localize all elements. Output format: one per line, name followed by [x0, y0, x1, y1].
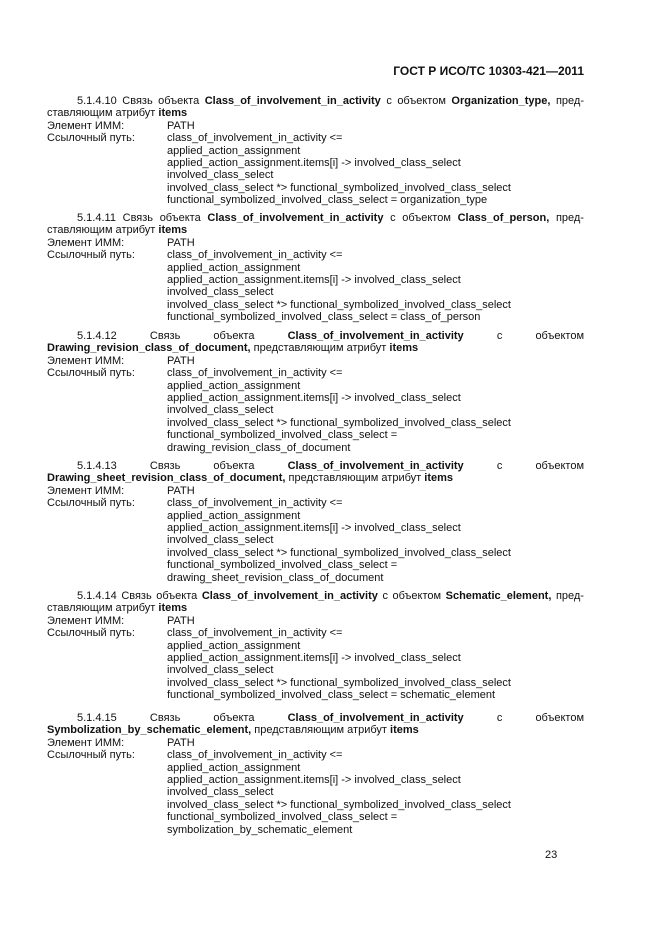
imm-row: [47, 615, 584, 627]
reference-path-row: [47, 132, 584, 206]
clause-pre-text: Связь объекта: [122, 95, 200, 107]
clause-number: 5.1.4.11: [77, 212, 116, 224]
clause-target-name: Symbolization_by_schematic_element,: [47, 724, 252, 737]
clause-target-name: Drawing_sheet_revision_class_of_document,: [47, 472, 286, 485]
path-line: class_of_involvement_in_activity <=: [167, 627, 343, 640]
path-line: applied_action_assignment.items[i] -> involved_class_select: [167, 652, 461, 665]
clause-mid-text: с объектом: [496, 330, 585, 342]
path-line: involved_class_select: [167, 534, 274, 547]
path-line: applied_action_assignment: [167, 509, 301, 522]
clause-attribute-name: items: [158, 602, 188, 615]
reference-path-lines: [167, 497, 584, 584]
reference-path-row: [47, 249, 584, 323]
clause-mid-text: с объектом: [382, 590, 442, 602]
clause-heading: [47, 212, 584, 237]
imm-value: PATH: [167, 354, 195, 367]
reference-path-label: Ссылочный путь:: [47, 132, 135, 145]
path-line: involved_class_select *> functional_symbolized_involved_class_select: [167, 298, 511, 311]
path-line: involved_class_select: [167, 286, 274, 299]
clause-object-name: Class_of_involvement_in_activity: [201, 590, 378, 602]
clause-number: 5.1.4.14: [77, 590, 117, 602]
path-line: applied_action_assignment: [167, 639, 301, 652]
page-number: 23: [545, 849, 558, 861]
reference-path-lines: [167, 367, 584, 454]
reference-path-lines: [167, 132, 584, 206]
clause-5-1-4-13: [47, 460, 584, 584]
clause-number: 5.1.4.15: [77, 712, 117, 724]
reference-path-row: [47, 627, 584, 701]
clause-attribute-name: items: [389, 342, 419, 355]
path-line: applied_action_assignment: [167, 261, 301, 274]
clause-heading: [47, 712, 584, 737]
reference-path-label: Ссылочный путь:: [47, 627, 135, 640]
clause-post-text: пред-ставляющим атрибут: [47, 95, 585, 120]
clause-number: 5.1.4.12: [77, 330, 117, 342]
clause-attribute-name: items: [424, 472, 454, 485]
clause-target-name: Organization_type,: [451, 95, 551, 107]
clause-number: 5.1.4.13: [77, 460, 117, 472]
reference-path-row: [47, 367, 584, 454]
reference-path-label: Ссылочный путь:: [47, 249, 135, 262]
imm-label: Элемент ИММ:: [47, 614, 125, 627]
path-line: applied_action_assignment: [167, 379, 301, 392]
clause-pre-text: Связь объекта: [149, 712, 255, 724]
path-line: class_of_involvement_in_activity <=: [167, 132, 343, 145]
clause-heading: [47, 330, 584, 355]
path-line: involved_class_select: [167, 664, 274, 677]
path-line: involved_class_select *> functional_symbolized_involved_class_select: [167, 181, 511, 194]
clause-5-1-4-10: [47, 95, 584, 207]
path-line: class_of_involvement_in_activity <=: [167, 749, 343, 762]
clause-pre-text: Связь объекта: [149, 330, 255, 342]
document-header: ГОСТ Р ИСО/ТС 10303-421—2011: [393, 64, 584, 78]
clause-object-name: Class_of_involvement_in_activity: [207, 212, 384, 224]
path-line: functional_symbolized_involved_class_select = organization_type: [167, 194, 488, 207]
reference-path-lines: [167, 249, 584, 323]
imm-value: PATH: [167, 236, 195, 249]
reference-path-lines: [167, 627, 584, 701]
clause-mid-text: с объектом: [496, 712, 585, 724]
imm-value: PATH: [167, 614, 195, 627]
clause-object-name: Class_of_involvement_in_activity: [287, 330, 464, 342]
clause-target-name: Class_of_person,: [457, 212, 550, 224]
clause-mid-text: с объектом: [390, 212, 451, 224]
path-line: functional_symbolized_involved_class_select = class_of_person: [167, 311, 481, 324]
clause-number: 5.1.4.10: [77, 95, 117, 107]
path-line: applied_action_assignment.items[i] -> involved_class_select: [167, 274, 461, 287]
reference-path-label: Ссылочный путь:: [47, 367, 135, 380]
imm-row: [47, 737, 584, 749]
imm-value: PATH: [167, 736, 195, 749]
imm-row: [47, 237, 584, 249]
path-line: involved_class_select: [167, 169, 274, 182]
imm-label: Элемент ИММ:: [47, 484, 125, 497]
clause-object-name: Class_of_involvement_in_activity: [287, 460, 464, 472]
path-line: class_of_involvement_in_activity <=: [167, 497, 343, 510]
reference-path-row: [47, 749, 584, 836]
path-line: applied_action_assignment.items[i] -> involved_class_select: [167, 522, 461, 535]
clause-mid-text: с объектом: [386, 95, 446, 107]
clause-pre-text: Связь объекта: [149, 460, 255, 472]
clause-post-text: пред-ставляющим атрибут: [47, 212, 584, 237]
imm-label: Элемент ИММ:: [47, 236, 125, 249]
clause-attribute-name: items: [158, 107, 188, 120]
path-line: involved_class_select: [167, 404, 274, 417]
path-line: drawing_revision_class_of_document: [167, 441, 351, 454]
clause-target-name: Drawing_revision_class_of_document,: [47, 342, 251, 355]
path-line: drawing_sheet_revision_class_of_document: [167, 571, 384, 584]
imm-label: Элемент ИММ:: [47, 736, 125, 749]
path-line: involved_class_select: [167, 786, 274, 799]
imm-label: Элемент ИММ:: [47, 354, 125, 367]
imm-row: [47, 355, 584, 367]
reference-path-label: Ссылочный путь:: [47, 497, 135, 510]
clause-5-1-4-12: [47, 330, 584, 454]
clause-object-name: Class_of_involvement_in_activity: [204, 95, 381, 107]
imm-value: PATH: [167, 119, 195, 132]
path-line: involved_class_select *> functional_symbolized_involved_class_select: [167, 546, 511, 559]
path-line: applied_action_assignment: [167, 761, 301, 774]
path-line: class_of_involvement_in_activity <=: [167, 249, 343, 262]
path-line: functional_symbolized_involved_class_select = schematic_element: [167, 689, 496, 702]
path-line: functional_symbolized_involved_class_select =: [167, 559, 398, 572]
imm-row: [47, 485, 584, 497]
path-line: applied_action_assignment: [167, 144, 301, 157]
reference-path-row: [47, 497, 584, 584]
clause-5-1-4-11: [47, 212, 584, 324]
imm-value: PATH: [167, 484, 195, 497]
clause-heading: [47, 95, 584, 120]
reference-path-lines: [167, 749, 584, 836]
path-line: symbolization_by_schematic_element: [167, 823, 353, 836]
clause-heading: [47, 460, 584, 485]
clause-pre-text: Связь объекта: [121, 590, 198, 602]
path-line: involved_class_select *> functional_symbolized_involved_class_select: [167, 676, 511, 689]
reference-path-label: Ссылочный путь:: [47, 749, 135, 762]
path-line: applied_action_assignment.items[i] -> involved_class_select: [167, 774, 461, 787]
imm-label: Элемент ИММ:: [47, 119, 125, 132]
clause-post-text: представляющим атрибут: [254, 724, 387, 737]
clause-mid-text: с объектом: [496, 460, 585, 472]
path-line: functional_symbolized_involved_class_select =: [167, 429, 398, 442]
clause-post-text: представляющим атрибут: [253, 342, 387, 355]
clause-heading: [47, 590, 584, 615]
clause-post-text: представляющим атрибут: [288, 472, 422, 485]
path-line: class_of_involvement_in_activity <=: [167, 367, 343, 380]
clause-pre-text: Связь объекта: [122, 212, 201, 224]
path-line: involved_class_select *> functional_symbolized_involved_class_select: [167, 416, 511, 429]
path-line: involved_class_select *> functional_symbolized_involved_class_select: [167, 798, 511, 811]
clause-post-text: пред-ставляющим атрибут: [47, 590, 584, 615]
clause-5-1-4-14: [47, 590, 584, 702]
clause-target-name: Schematic_element,: [445, 590, 552, 602]
path-line: applied_action_assignment.items[i] -> involved_class_select: [167, 157, 461, 170]
clause-object-name: Class_of_involvement_in_activity: [287, 712, 464, 724]
clause-attribute-name: items: [158, 224, 188, 237]
imm-row: [47, 120, 584, 132]
path-line: applied_action_assignment.items[i] -> involved_class_select: [167, 392, 461, 405]
clause-5-1-4-15: [47, 712, 584, 836]
clause-attribute-name: items: [390, 724, 419, 737]
path-line: functional_symbolized_involved_class_select =: [167, 811, 398, 824]
